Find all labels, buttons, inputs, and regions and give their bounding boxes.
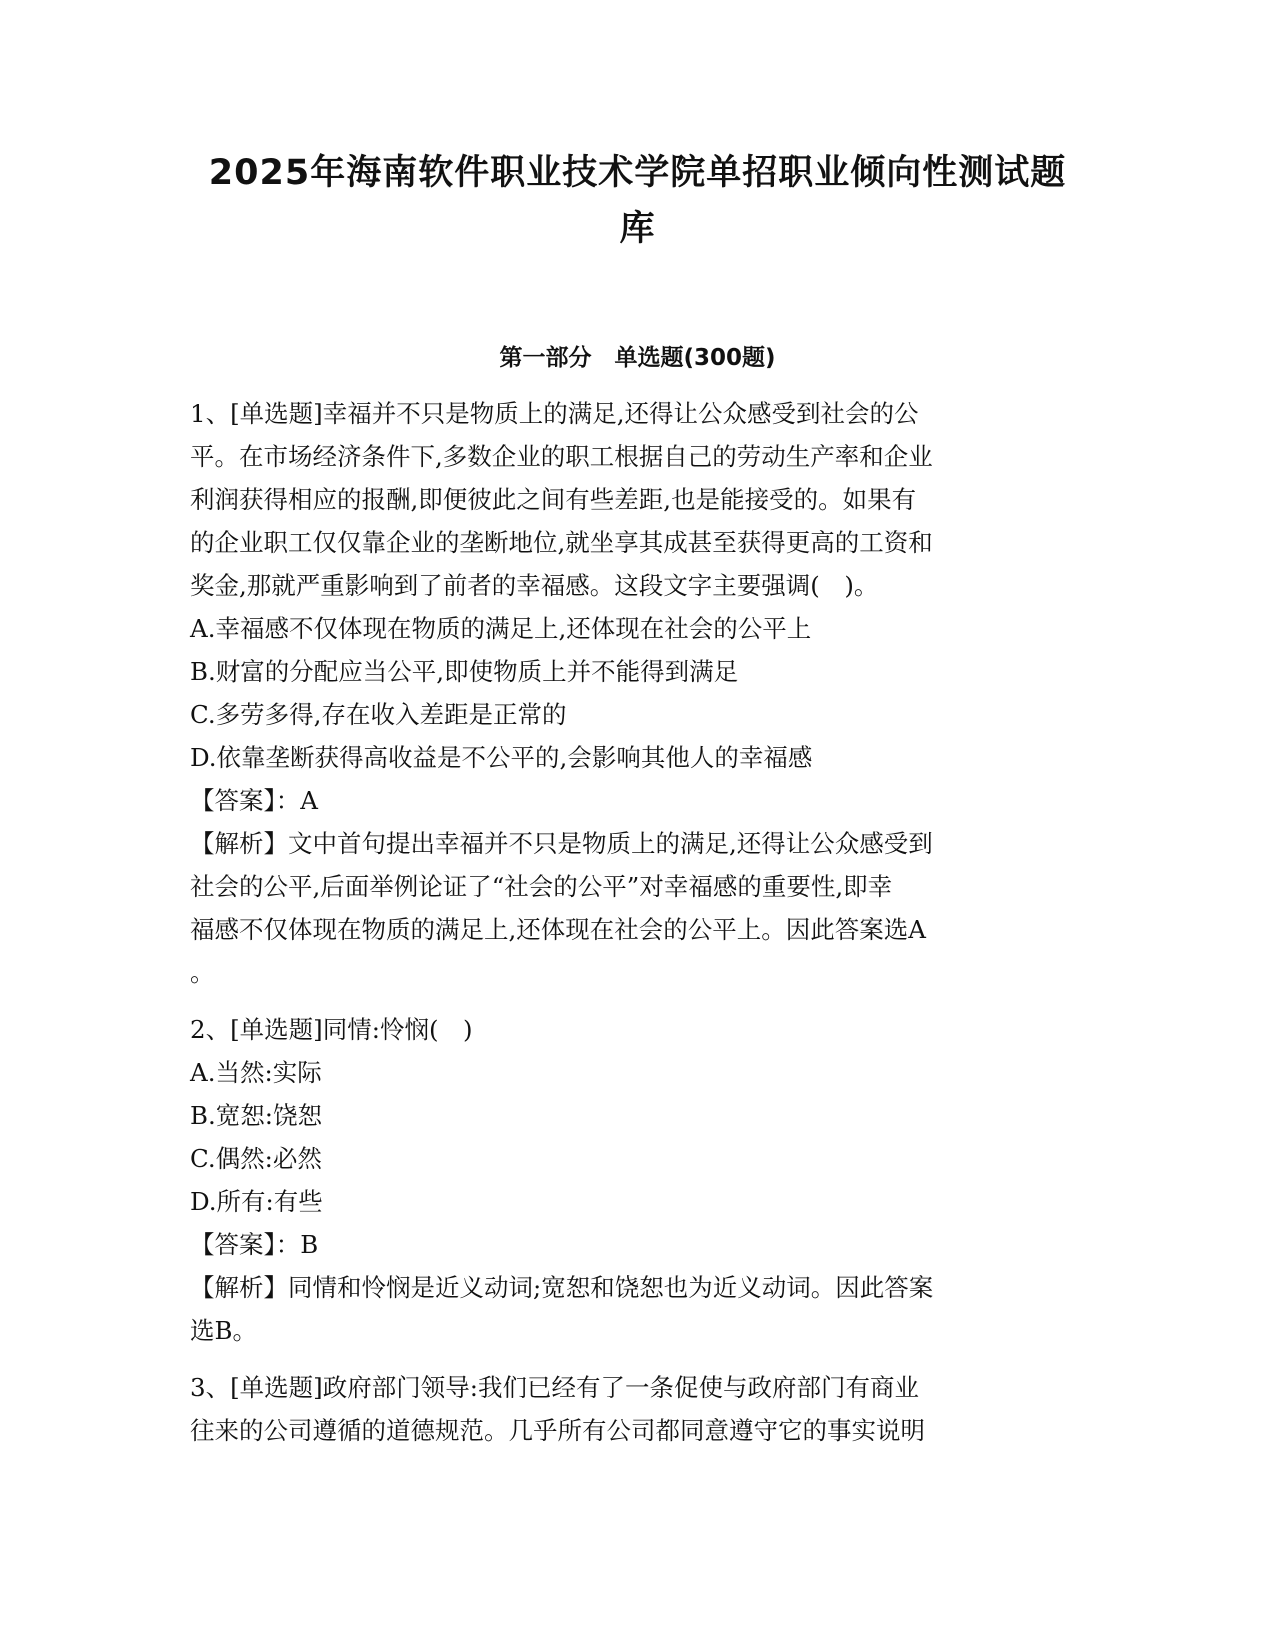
option-d: D.所有:有些 xyxy=(190,1187,323,1216)
question-3 xyxy=(190,1366,1080,1452)
analysis-line: 【解析】文中首句提出幸福并不只是物质上的满足,还得让公众感受到 xyxy=(190,829,933,858)
option-a: A.幸福感不仅体现在物质的满足上,还体现在社会的公平上 xyxy=(190,614,812,643)
analysis-line: 社会的公平,后面举例论证了“社会的公平”对幸福感的重要性,即幸 xyxy=(190,872,893,901)
question-stem-line: 往来的公司遵循的道德规范。几乎所有公司都同意遵守它的事实说明 xyxy=(190,1416,925,1445)
analysis-line: 。 xyxy=(190,958,215,987)
answer: 【答案】：B xyxy=(190,1230,319,1259)
question-stem-line: 1、[单选题]幸福并不只是物质上的满足,还得让公众感受到社会的公 xyxy=(190,399,919,428)
question-list xyxy=(190,392,1080,1452)
question-stem-line: 的企业职工仅仅靠企业的垄断地位,就坐享其成甚至获得更高的工资和 xyxy=(190,528,933,557)
option-b: B.宽恕:饶恕 xyxy=(190,1101,323,1130)
question-stem-line: 利润获得相应的报酬,即便彼此之间有些差距,也是能接受的。如果有 xyxy=(190,485,917,514)
title-line-2: 库 xyxy=(619,209,656,249)
option-d: D.依靠垄断获得高收益是不公平的,会影响其他人的幸福感 xyxy=(190,743,813,772)
option-c: C.多劳多得,存在收入差距是正常的 xyxy=(190,700,567,729)
question-2 xyxy=(190,1008,1080,1352)
option-b: B.财富的分配应当公平,即使物质上并不能得到满足 xyxy=(190,657,739,686)
question-gap xyxy=(190,994,1080,1008)
analysis-line: 【解析】同情和怜悯是近义动词;宽恕和饶恕也为近义动词。因此答案 xyxy=(190,1273,934,1302)
question-1 xyxy=(190,392,1080,994)
option-a: A.当然:实际 xyxy=(190,1058,322,1087)
answer: 【答案】：A xyxy=(190,786,318,815)
analysis-line: 福感不仅体现在物质的满足上,还体现在社会的公平上。因此答案选A xyxy=(190,915,926,944)
question-stem-line: 奖金,那就严重影响到了前者的幸福感。这段文字主要强调( )。 xyxy=(190,571,879,600)
question-stem-line: 2、[单选题]同情:怜悯( ) xyxy=(190,1015,473,1044)
question-stem-line: 平。在市场经济条件下,多数企业的职工根据自己的劳动生产率和企业 xyxy=(190,442,933,471)
document-title xyxy=(180,145,1095,257)
option-c: C.偶然:必然 xyxy=(190,1144,322,1173)
question-stem-line: 3、[单选题]政府部门领导:我们已经有了一条促使与政府部门有商业 xyxy=(190,1373,919,1402)
analysis-line: 选B。 xyxy=(190,1316,258,1345)
section-title: 第一部分 单选题(300题) xyxy=(499,345,776,371)
question-gap xyxy=(190,1352,1080,1366)
title-line-1: 2025年海南软件职业技术学院单招职业倾向性测试题 xyxy=(208,153,1067,193)
